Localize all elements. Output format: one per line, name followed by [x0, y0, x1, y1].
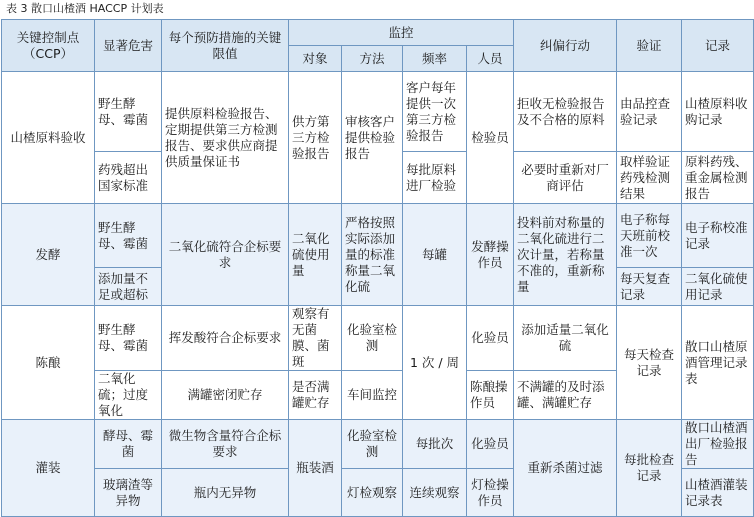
corrective-cell: 拒收无检验报告及不合格的原料	[514, 72, 617, 152]
limit-cell: 二氧化硫符合企标要求	[162, 204, 289, 306]
hazard-cell: 野生酵母、霉菌	[95, 204, 162, 268]
header-person: 人员	[467, 46, 514, 72]
record-cell: 山楂酒灌装记录表	[682, 469, 754, 517]
object-cell: 供方第三方检验报告	[289, 72, 342, 204]
verify-cell: 取样验证药残检测结果	[617, 152, 682, 204]
table-row	[2, 306, 754, 371]
method-cell: 灯检观察	[342, 469, 403, 517]
person-cell: 化验员	[467, 306, 514, 371]
header-row-1	[2, 20, 754, 46]
limit-cell: 挥发酸符合企标要求	[162, 306, 289, 371]
hazard-cell: 添加量不足或超标	[95, 268, 162, 306]
method-cell: 严格按照实际添加量的标准称量二氧化硫	[342, 204, 403, 306]
corrective-cell: 重新杀菌过滤	[514, 420, 617, 517]
corrective-cell: 必要时重新对厂商评估	[514, 152, 617, 204]
record-cell: 山楂原料收购记录	[682, 72, 754, 152]
object-cell: 观察有无菌膜、菌斑	[289, 306, 342, 371]
limit-cell: 瓶内无异物	[162, 469, 289, 517]
verify-cell: 电子称每天班前校准一次	[617, 204, 682, 268]
ccp-cell: 灌装	[2, 420, 95, 517]
object-cell: 二氧化硫使用量	[289, 204, 342, 306]
header-critical-limit: 每个预防措施的关键限值	[162, 20, 289, 72]
header-record: 记录	[682, 20, 754, 72]
person-cell: 陈酿操作员	[467, 371, 514, 420]
record-cell: 散口山楂酒出厂检验报告	[682, 420, 754, 469]
corrective-cell: 投料前对称量的二氧化硫进行二次计量，若称量不准的，重新称量	[514, 204, 617, 306]
header-ccp: 关键控制点（CCP）	[2, 20, 95, 72]
limit-cell: 提供原料检验报告、定期提供第三方检测报告、要求供应商提供质量保证书	[162, 72, 289, 204]
object-cell: 瓶装酒	[289, 420, 342, 517]
table-row	[2, 204, 754, 268]
ccp-cell: 发酵	[2, 204, 95, 306]
hazard-cell: 药残超出国家标准	[95, 152, 162, 204]
corrective-cell: 添加适量二氧化硫	[514, 306, 617, 371]
verify-cell: 每天复查记录	[617, 268, 682, 306]
hazard-cell: 野生酵母、霉菌	[95, 72, 162, 152]
person-cell: 检验员	[467, 72, 514, 204]
header-monitor: 监控	[289, 20, 514, 46]
limit-cell: 微生物含量符合企标要求	[162, 420, 289, 469]
frequency-cell: 每批次	[403, 420, 467, 469]
header-hazard: 显著危害	[95, 20, 162, 72]
haccp-plan-table	[1, 19, 754, 517]
method-cell: 审核客户提供检验报告	[342, 72, 403, 204]
header-frequency: 频率	[403, 46, 467, 72]
hazard-cell: 玻璃渣等异物	[95, 469, 162, 517]
ccp-cell: 山楂原料验收	[2, 72, 95, 204]
record-cell: 原料药残、重金属检测报告	[682, 152, 754, 204]
hazard-cell: 野生酵母、霉菌	[95, 306, 162, 371]
frequency-cell: 每罐	[403, 204, 467, 306]
record-cell: 电子称校准记录	[682, 204, 754, 268]
record-cell: 散口山楂原酒管理记录表	[682, 306, 754, 420]
frequency-cell: 客户每年提供一次第三方检验报告	[403, 72, 467, 152]
frequency-cell: 每批原料进厂检验	[403, 152, 467, 204]
header-verification: 验证	[617, 20, 682, 72]
record-cell: 二氧化硫使用记录	[682, 268, 754, 306]
method-cell: 化验室检测	[342, 420, 403, 469]
person-cell: 灯检操作员	[467, 469, 514, 517]
table-row	[2, 420, 754, 469]
haccp-table-wrapper	[0, 19, 754, 508]
frequency-cell: 1 次 / 周	[403, 306, 467, 420]
ccp-cell: 陈酿	[2, 306, 95, 420]
header-object: 对象	[289, 46, 342, 72]
frequency-cell: 连续观察	[403, 469, 467, 517]
corrective-cell: 不满罐的及时添罐、满罐贮存	[514, 371, 617, 420]
object-cell: 是否满罐贮存	[289, 371, 342, 420]
table-row	[2, 72, 754, 152]
person-cell: 发酵操作员	[467, 204, 514, 306]
method-cell: 化验室检测	[342, 306, 403, 371]
limit-cell: 满罐密闭贮存	[162, 371, 289, 420]
person-cell: 化验员	[467, 420, 514, 469]
hazard-cell: 酵母、霉菌	[95, 420, 162, 469]
header-method: 方法	[342, 46, 403, 72]
table-caption: 表 3 散口山楂酒 HACCP 计划表	[6, 2, 164, 15]
verify-cell: 每批检查记录	[617, 420, 682, 517]
header-corrective-action: 纠偏行动	[514, 20, 617, 72]
verify-cell: 每天检查记录	[617, 306, 682, 420]
hazard-cell: 二氧化硫；过度氧化	[95, 371, 162, 420]
method-cell: 车间监控	[342, 371, 403, 420]
verify-cell: 由品控查验记录	[617, 72, 682, 152]
